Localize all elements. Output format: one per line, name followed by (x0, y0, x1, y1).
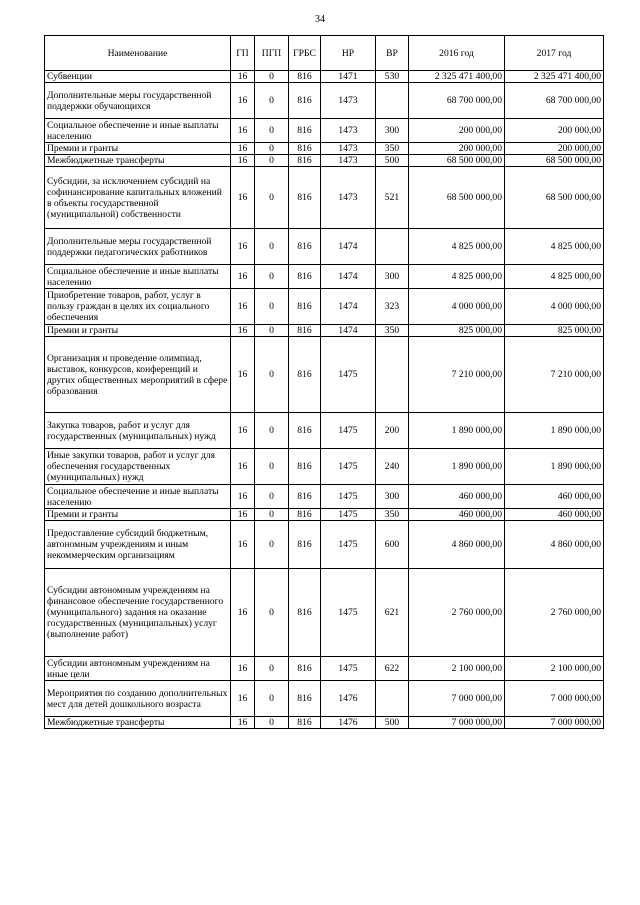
col-header-2016: 2016 год (409, 36, 505, 71)
cell-vr: 622 (376, 657, 409, 681)
page-number: 34 (315, 14, 325, 25)
table-row (45, 413, 604, 449)
cell-name: Закупка товаров, работ и услуг для государственных (муниципальных) нужд (45, 413, 231, 449)
cell-nr: 1471 (321, 71, 376, 83)
table-row (45, 717, 604, 729)
cell-grbs: 816 (289, 485, 321, 509)
cell-name: Межбюджетные трансферты (45, 155, 231, 167)
cell-grbs: 816 (289, 155, 321, 167)
cell-name: Межбюджетные трансферты (45, 717, 231, 729)
cell-gp: 16 (231, 325, 255, 337)
cell-vr (376, 229, 409, 265)
cell-gp: 16 (231, 119, 255, 143)
table-row (45, 289, 604, 325)
cell-vr: 350 (376, 325, 409, 337)
cell-pgp: 0 (255, 155, 289, 167)
table-row (45, 119, 604, 143)
cell-gp: 16 (231, 229, 255, 265)
cell-name: Субсидии, за исключением субсидий на софинансирование капитальных вложений в объекты государственной (муниципальной) собственности (45, 167, 231, 229)
cell-y2017: 1 890 000,00 (505, 449, 604, 485)
cell-y2016: 68 500 000,00 (409, 155, 505, 167)
table-row (45, 681, 604, 717)
cell-nr: 1475 (321, 413, 376, 449)
cell-name: Социальное обеспечение и иные выплаты населению (45, 265, 231, 289)
cell-y2016: 825 000,00 (409, 325, 505, 337)
cell-y2017: 825 000,00 (505, 325, 604, 337)
cell-y2017: 460 000,00 (505, 485, 604, 509)
cell-grbs: 816 (289, 325, 321, 337)
cell-vr: 530 (376, 71, 409, 83)
cell-grbs: 816 (289, 265, 321, 289)
cell-y2016: 4 825 000,00 (409, 265, 505, 289)
table-row (45, 155, 604, 167)
cell-y2016: 2 325 471 400,00 (409, 71, 505, 83)
cell-gp: 16 (231, 289, 255, 325)
cell-vr: 350 (376, 509, 409, 521)
cell-pgp: 0 (255, 83, 289, 119)
cell-gp: 16 (231, 657, 255, 681)
cell-y2017: 4 825 000,00 (505, 229, 604, 265)
col-header-gp: ГП (231, 36, 255, 71)
cell-y2016: 200 000,00 (409, 119, 505, 143)
cell-nr: 1476 (321, 717, 376, 729)
cell-name: Социальное обеспечение и иные выплаты населению (45, 119, 231, 143)
cell-name: Дополнительные меры государственной поддержки обучающихся (45, 83, 231, 119)
cell-pgp: 0 (255, 119, 289, 143)
cell-vr: 500 (376, 155, 409, 167)
cell-name: Субсидии автономным учреждениям на иные цели (45, 657, 231, 681)
cell-pgp: 0 (255, 229, 289, 265)
cell-y2017: 7 000 000,00 (505, 717, 604, 729)
cell-grbs: 816 (289, 143, 321, 155)
cell-vr: 350 (376, 143, 409, 155)
cell-grbs: 816 (289, 449, 321, 485)
cell-y2016: 460 000,00 (409, 509, 505, 521)
cell-y2016: 4 000 000,00 (409, 289, 505, 325)
cell-nr: 1474 (321, 289, 376, 325)
cell-y2016: 68 700 000,00 (409, 83, 505, 119)
cell-name: Премии и гранты (45, 509, 231, 521)
cell-pgp: 0 (255, 143, 289, 155)
cell-gp: 16 (231, 717, 255, 729)
table-row (45, 265, 604, 289)
cell-vr: 300 (376, 119, 409, 143)
cell-grbs: 816 (289, 229, 321, 265)
cell-y2017: 7 210 000,00 (505, 337, 604, 413)
cell-grbs: 816 (289, 509, 321, 521)
cell-name: Субсидии автономным учреждениям на финансовое обеспечение государственного (муниципального) задания на оказание государственных (муниципальных) услуг (выполнение работ) (45, 569, 231, 657)
cell-name: Дополнительные меры государственной поддержки педагогических работников (45, 229, 231, 265)
cell-gp: 16 (231, 143, 255, 155)
cell-name: Предоставление субсидий бюджетным, автономным учреждениям и иным некоммерческим организациям (45, 521, 231, 569)
cell-vr (376, 681, 409, 717)
cell-y2016: 4 825 000,00 (409, 229, 505, 265)
cell-y2017: 200 000,00 (505, 143, 604, 155)
cell-grbs: 816 (289, 119, 321, 143)
cell-nr: 1476 (321, 681, 376, 717)
cell-y2017: 68 700 000,00 (505, 83, 604, 119)
cell-y2016: 4 860 000,00 (409, 521, 505, 569)
cell-name: Социальное обеспечение и иные выплаты населению (45, 485, 231, 509)
cell-y2017: 2 325 471 400,00 (505, 71, 604, 83)
cell-name: Приобретение товаров, работ, услуг в пользу граждан в целях их социального обеспечения (45, 289, 231, 325)
table-row (45, 449, 604, 485)
col-header-pgp: ПГП (255, 36, 289, 71)
cell-pgp: 0 (255, 717, 289, 729)
cell-grbs: 816 (289, 337, 321, 413)
cell-pgp: 0 (255, 413, 289, 449)
cell-gp: 16 (231, 569, 255, 657)
cell-name: Мероприятия по созданию дополнительных мест для детей дошкольного возраста (45, 681, 231, 717)
cell-y2016: 7 210 000,00 (409, 337, 505, 413)
cell-grbs: 816 (289, 657, 321, 681)
cell-nr: 1473 (321, 167, 376, 229)
cell-nr: 1473 (321, 155, 376, 167)
cell-y2016: 200 000,00 (409, 143, 505, 155)
cell-grbs: 816 (289, 83, 321, 119)
cell-nr: 1475 (321, 657, 376, 681)
cell-pgp: 0 (255, 265, 289, 289)
cell-pgp: 0 (255, 289, 289, 325)
cell-nr: 1475 (321, 509, 376, 521)
cell-grbs: 816 (289, 289, 321, 325)
cell-gp: 16 (231, 265, 255, 289)
col-header-name: Наименование (45, 36, 231, 71)
cell-name: Премии и гранты (45, 143, 231, 155)
cell-gp: 16 (231, 681, 255, 717)
cell-name: Субвенции (45, 71, 231, 83)
cell-nr: 1474 (321, 265, 376, 289)
cell-y2017: 4 825 000,00 (505, 265, 604, 289)
cell-y2016: 68 500 000,00 (409, 167, 505, 229)
cell-vr: 200 (376, 413, 409, 449)
cell-gp: 16 (231, 485, 255, 509)
cell-pgp: 0 (255, 521, 289, 569)
cell-nr: 1474 (321, 229, 376, 265)
cell-gp: 16 (231, 413, 255, 449)
cell-gp: 16 (231, 337, 255, 413)
cell-name: Иные закупки товаров, работ и услуг для обеспечения государственных (муниципальных) нужд (45, 449, 231, 485)
cell-pgp: 0 (255, 71, 289, 83)
cell-grbs: 816 (289, 681, 321, 717)
cell-y2016: 2 760 000,00 (409, 569, 505, 657)
cell-grbs: 816 (289, 71, 321, 83)
cell-nr: 1475 (321, 485, 376, 509)
cell-nr: 1473 (321, 143, 376, 155)
cell-pgp: 0 (255, 449, 289, 485)
cell-y2016: 1 890 000,00 (409, 449, 505, 485)
col-header-2017: 2017 год (505, 36, 604, 71)
header-row (45, 36, 604, 71)
cell-name: Премии и гранты (45, 325, 231, 337)
cell-y2017: 1 890 000,00 (505, 413, 604, 449)
cell-grbs: 816 (289, 521, 321, 569)
cell-vr: 240 (376, 449, 409, 485)
table-row (45, 569, 604, 657)
cell-gp: 16 (231, 509, 255, 521)
cell-grbs: 816 (289, 413, 321, 449)
cell-y2017: 68 500 000,00 (505, 155, 604, 167)
cell-gp: 16 (231, 167, 255, 229)
cell-y2017: 7 000 000,00 (505, 681, 604, 717)
cell-grbs: 816 (289, 167, 321, 229)
cell-vr: 300 (376, 265, 409, 289)
cell-nr: 1474 (321, 325, 376, 337)
cell-vr: 500 (376, 717, 409, 729)
col-header-grbs: ГРБС (289, 36, 321, 71)
table-row (45, 71, 604, 83)
cell-vr: 323 (376, 289, 409, 325)
cell-y2016: 2 100 000,00 (409, 657, 505, 681)
cell-name: Организация и проведение олимпиад, выставок, конкурсов, конференций и других общественных мероприятий в сфере образования (45, 337, 231, 413)
cell-gp: 16 (231, 155, 255, 167)
cell-y2016: 1 890 000,00 (409, 413, 505, 449)
cell-gp: 16 (231, 449, 255, 485)
table-row (45, 229, 604, 265)
cell-grbs: 816 (289, 717, 321, 729)
cell-y2017: 2 760 000,00 (505, 569, 604, 657)
cell-vr: 621 (376, 569, 409, 657)
table-row (45, 337, 604, 413)
cell-vr (376, 337, 409, 413)
table-row (45, 509, 604, 521)
cell-gp: 16 (231, 71, 255, 83)
cell-gp: 16 (231, 521, 255, 569)
cell-nr: 1475 (321, 449, 376, 485)
cell-y2017: 4 000 000,00 (505, 289, 604, 325)
table-row (45, 143, 604, 155)
table-row (45, 485, 604, 509)
cell-vr: 300 (376, 485, 409, 509)
cell-y2016: 460 000,00 (409, 485, 505, 509)
table-row (45, 83, 604, 119)
cell-vr (376, 83, 409, 119)
col-header-nr: НР (321, 36, 376, 71)
table-row (45, 521, 604, 569)
cell-y2017: 68 500 000,00 (505, 167, 604, 229)
cell-gp: 16 (231, 83, 255, 119)
cell-pgp: 0 (255, 325, 289, 337)
cell-nr: 1473 (321, 119, 376, 143)
cell-pgp: 0 (255, 167, 289, 229)
cell-pgp: 0 (255, 681, 289, 717)
cell-pgp: 0 (255, 509, 289, 521)
cell-nr: 1475 (321, 521, 376, 569)
cell-nr: 1475 (321, 569, 376, 657)
cell-y2017: 4 860 000,00 (505, 521, 604, 569)
col-header-vr: ВР (376, 36, 409, 71)
table-row (45, 325, 604, 337)
budget-table (44, 35, 604, 729)
cell-nr: 1473 (321, 83, 376, 119)
cell-y2017: 200 000,00 (505, 119, 604, 143)
cell-nr: 1475 (321, 337, 376, 413)
cell-grbs: 816 (289, 569, 321, 657)
cell-pgp: 0 (255, 657, 289, 681)
cell-y2016: 7 000 000,00 (409, 717, 505, 729)
cell-pgp: 0 (255, 337, 289, 413)
table-row (45, 167, 604, 229)
cell-vr: 600 (376, 521, 409, 569)
cell-y2016: 7 000 000,00 (409, 681, 505, 717)
table-row (45, 657, 604, 681)
cell-pgp: 0 (255, 569, 289, 657)
cell-pgp: 0 (255, 485, 289, 509)
cell-vr: 521 (376, 167, 409, 229)
cell-y2017: 460 000,00 (505, 509, 604, 521)
cell-y2017: 2 100 000,00 (505, 657, 604, 681)
